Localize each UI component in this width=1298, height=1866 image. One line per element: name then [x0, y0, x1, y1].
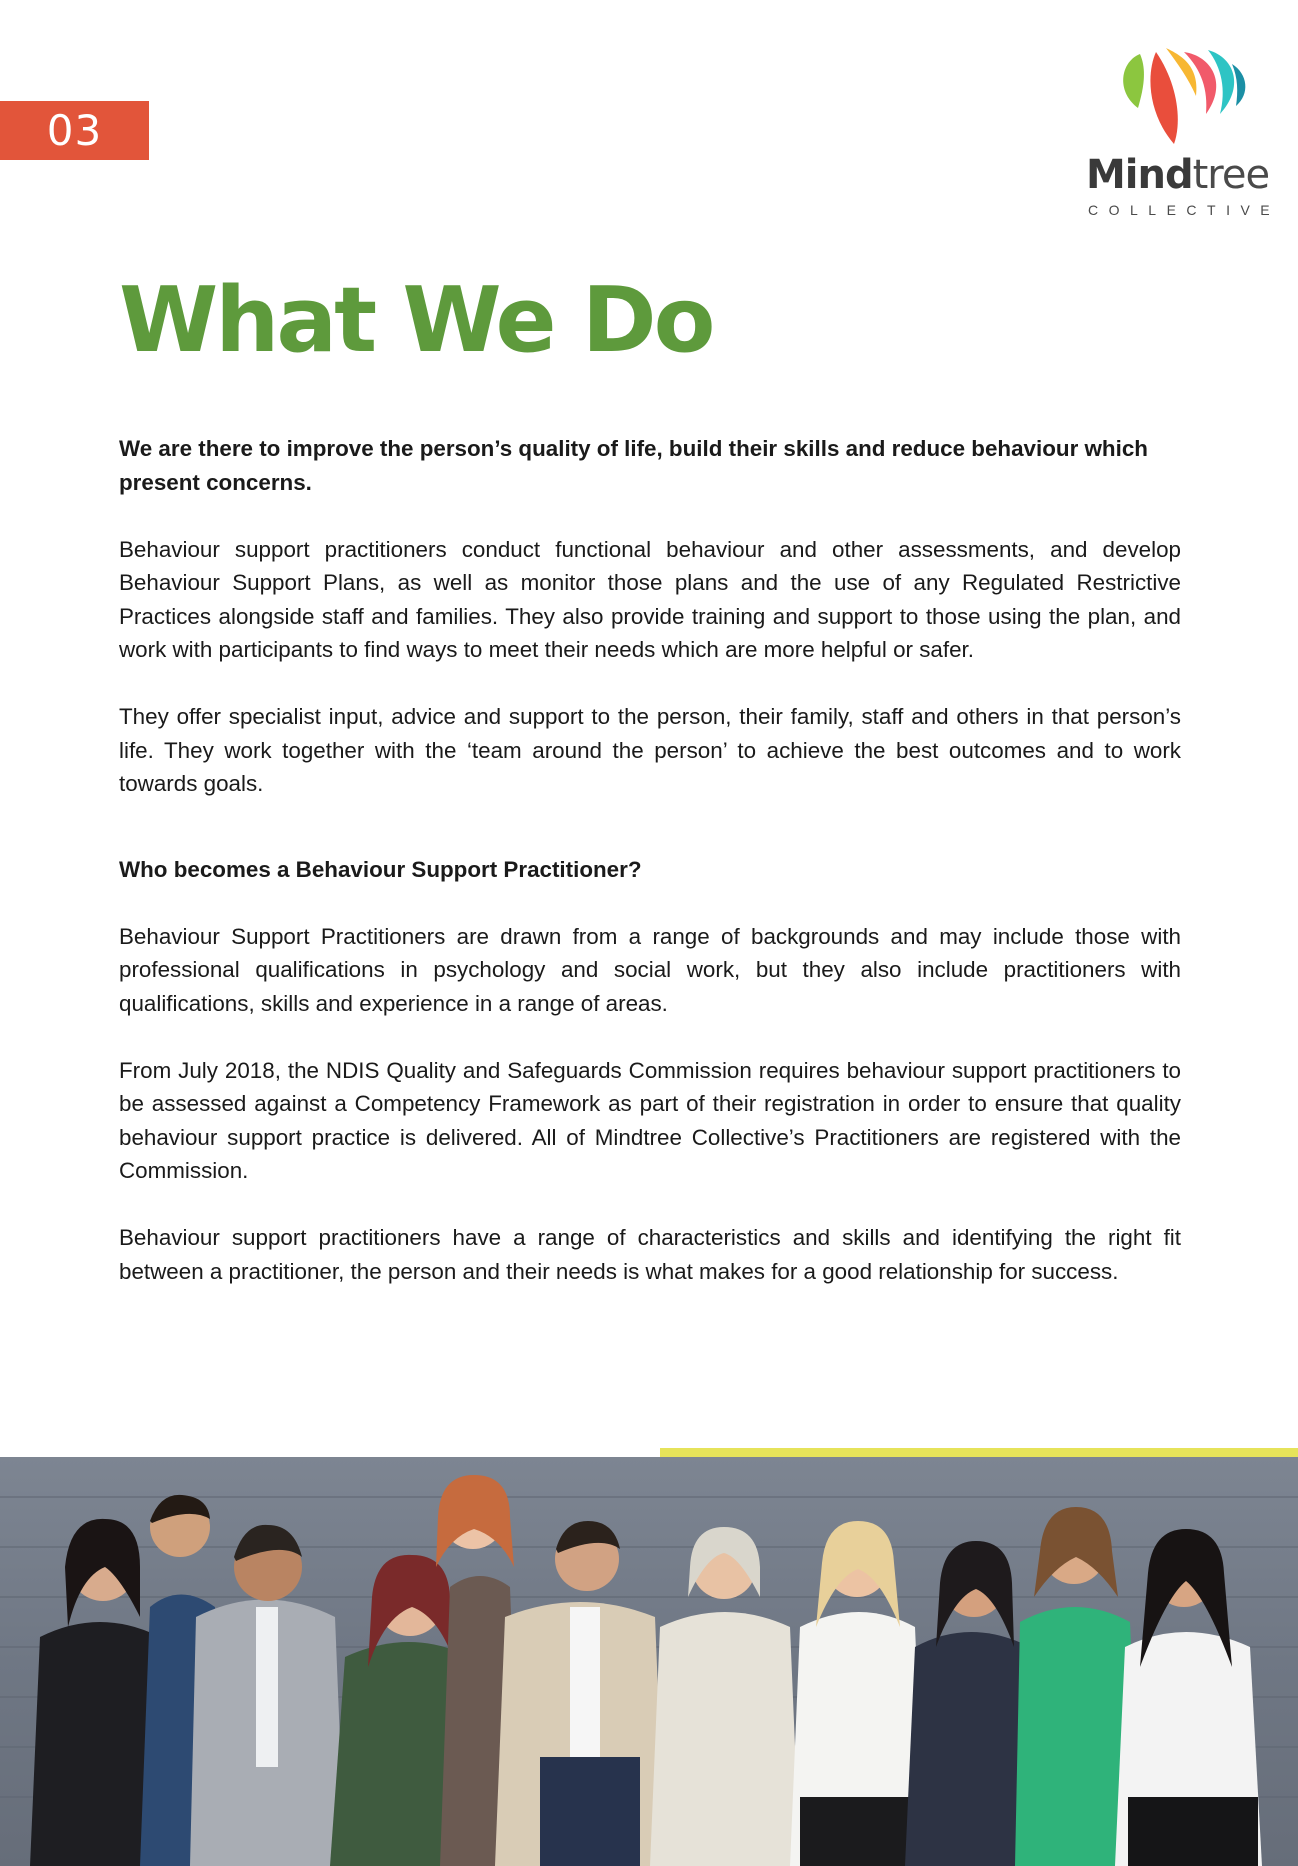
paragraph-right-fit: Behaviour support practitioners have a range of characteristics and skills and identifying the right fit between a practitioner, the person and their needs is what makes for a good relationship for success.: [119, 1225, 1181, 1284]
paragraph-specialist-input: They offer specialist input, advice and support to the person, their family, staff and others in that person’s life. They work together with the ‘team around the person’ to achieve the best outcomes and to work towards goals.: [119, 704, 1181, 796]
body-content: [119, 432, 1181, 1322]
lead-paragraph: We are there to improve the person’s quality of life, build their skills and reduce behaviour which present concerns.: [119, 436, 1148, 495]
paragraph-assessments: Behaviour support practitioners conduct functional behaviour and other assessments, and develop Behaviour Support Plans, as well as monitor those plans and the use of any Regulated Restrictive Practices alongside staff and families. They also provide training and support to those using the plan, and work with participants to find ways to meet their needs which are more helpful or safer.: [119, 536, 1181, 662]
logo-wordmark: Mindtree: [1086, 152, 1270, 198]
paragraph-ndis-commission: From July 2018, the NDIS Quality and Safeguards Commission requires behaviour support practitioners to be assessed against a Competency Framework as part of their registration in order to ensure that quality behaviour support practice is delivered. All of Mindtree Collective’s Practitioners are registered with the Commission.: [119, 1057, 1181, 1183]
team-photo: [0, 1457, 1298, 1866]
page-title: What We Do: [119, 268, 713, 373]
logo-subtitle: COLLECTIVE: [1088, 202, 1281, 218]
paragraph-backgrounds: Behaviour Support Practitioners are drawn from a range of backgrounds and may include those with professional qualifications in psychology and social work, but they also include practitioners with qualifications, skills and experience in a range of areas.: [119, 923, 1181, 1016]
team-group-illustration: [0, 1457, 1298, 1866]
section-subheading: Who becomes a Behaviour Support Practitioner?: [119, 856, 642, 882]
mindtree-logo: [1080, 44, 1280, 224]
page-number-tag: 03: [0, 101, 149, 160]
brain-leaf-icon: [1108, 44, 1258, 154]
